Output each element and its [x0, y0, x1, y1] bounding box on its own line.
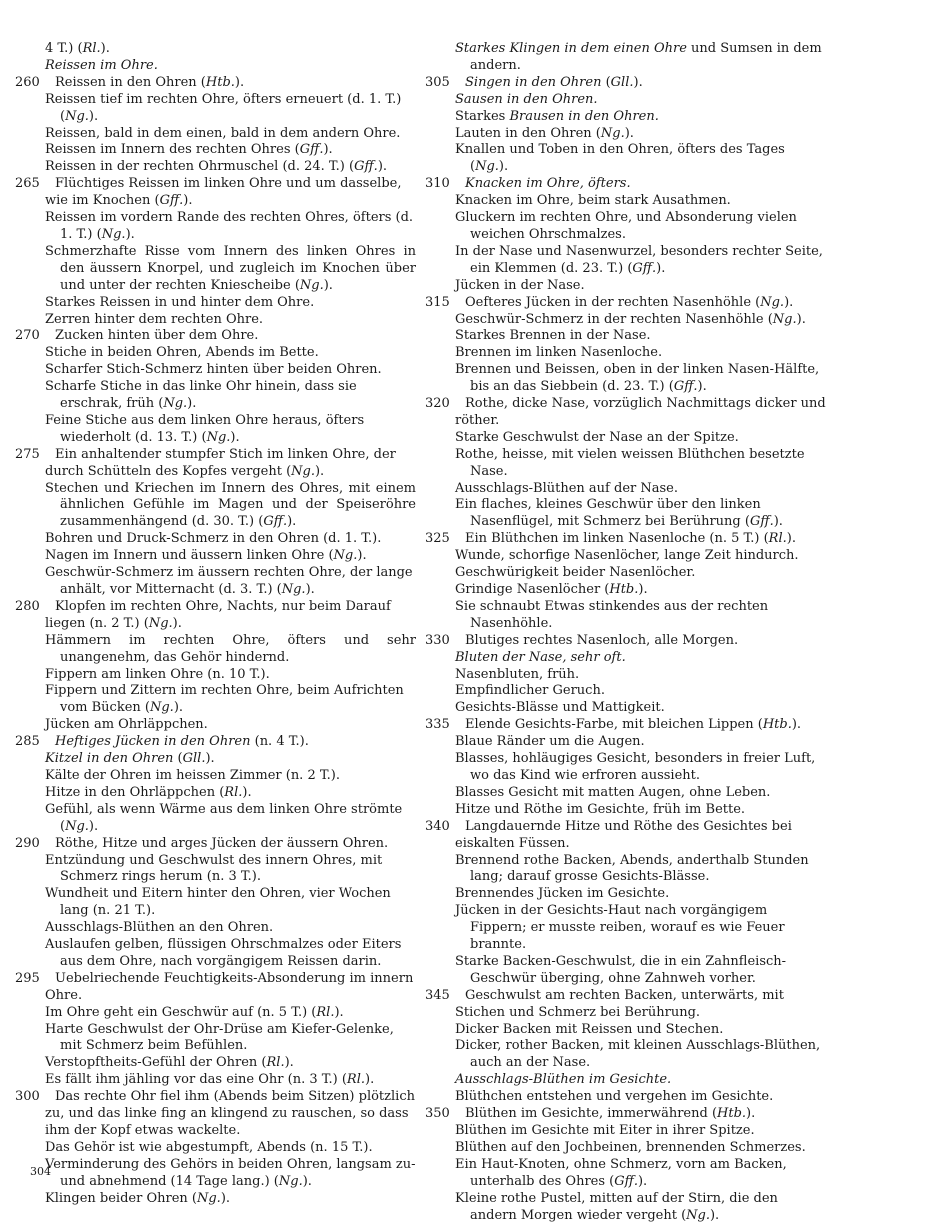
entry-number: 315 — [425, 294, 450, 310]
entry-text: Geschwür-Schmerz im äussern rechten Ohre, der lange anhält, vor Mitternacht (d. 3. T.) (Ng.). — [45, 565, 413, 597]
symptom-entry — [425, 717, 826, 734]
entry-text: Stiche in beiden Ohren, Abends im Bette. — [45, 345, 319, 361]
symptom-entry — [440, 1123, 826, 1140]
entry-text: Hitze in den Ohrläppchen (Rl.). — [45, 784, 252, 800]
entry-text: Grindige Nasenlöcher (Htb.). — [455, 582, 648, 597]
entry-text: Dicker Backen mit Reissen und Stechen. — [455, 1021, 724, 1037]
entry-text: Rothe, dicke Nase, vorzüglich Nachmittags dicker und röther. — [455, 396, 826, 428]
symptom-entry — [30, 802, 416, 836]
entry-text: Röthe, Hitze und arges Jücken der äussern Ohren. — [55, 835, 389, 851]
symptom-entry — [30, 362, 416, 379]
symptom-entry — [15, 74, 416, 92]
entry-number: 285 — [15, 734, 40, 750]
symptom-entry — [440, 210, 826, 244]
entry-text: Starke Backen-Geschwulst, die in ein Zahnfleisch-Geschwür überging, ohne Zahnweh vorher. — [455, 953, 787, 986]
symptom-entry — [440, 1140, 826, 1157]
entry-text: Reissen in der rechten Ohrmuschel (d. 24. T.) (Gff.). — [45, 159, 388, 175]
entry-text: Flüchtiges Reissen im linken Ohre und um dasselbe, wie im Knochen (Gff.). — [45, 176, 402, 209]
entry-number: 265 — [15, 176, 40, 192]
symptom-entry — [425, 294, 826, 312]
symptom-entry — [440, 683, 826, 700]
entry-text: Empfindlicher Geruch. — [455, 683, 605, 699]
entry-number: 350 — [425, 1106, 450, 1122]
entry-text: Stechen und Kriechen im Innern des Ohres, mit einem ähnlichen Gefühle im Magen und der Speiseröhre zusammenhängend (d. 30. T.) (Gff.). — [45, 480, 416, 530]
symptom-entry — [30, 683, 416, 717]
entry-text: Starkes Klingen in dem einen Ohre und Sumsen in dem andern. — [455, 41, 822, 73]
entry-text: Blutiges rechtes Nasenloch, alle Morgen. — [465, 632, 739, 648]
entry-text: Zerren hinter dem rechten Ohre. — [45, 311, 264, 327]
entry-text: Scharfe Stiche in das linke Ohr hinein, dass sie erschrak, früh (Ng.). — [45, 379, 357, 412]
symptom-entry — [30, 1005, 416, 1022]
entry-text: Geschwür-Schmerz in der rechten Nasenhöhle (Ng.). — [455, 311, 806, 327]
entry-text: Entzündung und Geschwulst des innern Ohres, mit Schmerz rings herum (n. 3 T.). — [45, 852, 383, 885]
symptom-entry — [30, 1191, 416, 1208]
entry-text: Ein Blüthchen im linken Nasenloche (n. 5 T.) (Rl.). — [465, 531, 796, 547]
entry-text: Hämmern im rechten Ohre, öfters und sehr unangenehm, das Gehör hindernd. — [45, 632, 416, 665]
symptom-entry — [440, 1191, 826, 1224]
entry-number: 300 — [15, 1089, 40, 1105]
symptom-entry — [30, 159, 416, 176]
symptom-entry — [30, 1022, 416, 1056]
symptom-entry — [15, 734, 416, 751]
entry-text: Blüthchen entstehen und vergehen im Gesichte. — [455, 1089, 774, 1105]
symptom-entry — [15, 1089, 416, 1140]
entry-text: Harte Geschwulst der Ohr-Drüse am Kiefer-Gelenke, mit Schmerz beim Befühlen. — [45, 1021, 394, 1054]
symptom-entry — [30, 1072, 416, 1089]
entry-text: Hitze und Röthe im Gesichte, früh im Bette. — [455, 801, 746, 817]
entry-number: 330 — [425, 632, 450, 648]
symptom-entry — [440, 362, 826, 396]
entry-text: Starke Geschwulst der Nase an der Spitze. — [455, 429, 739, 445]
symptom-entry — [15, 446, 416, 481]
symptom-entry — [30, 667, 416, 684]
entry-text: Brennen und Beissen, oben in der linken Nasen-Hälfte, bis an das Siebbein (d. 23. T.) (Gff.). — [455, 362, 820, 395]
entry-text: Ein flaches, kleines Geschwür über den linken Nasenflügel, mit Schmerz bei Berührung (Gff.). — [455, 497, 783, 530]
symptom-entry — [440, 142, 826, 176]
symptom-entry — [30, 531, 416, 548]
entry-text: Ausschlags-Blüthen an den Ohren. — [45, 920, 274, 936]
entry-number: 280 — [15, 598, 40, 614]
entry-text: Im Ohre geht ein Geschwür auf (n. 5 T.) (Rl.). — [45, 1004, 344, 1020]
entry-text: Auslaufen gelben, flüssigen Ohrschmalzes oder Eiters aus dem Ohre, nach vorgängigem Reissen darin. — [45, 937, 402, 969]
entry-text: Geschwulst am rechten Backen, unterwärts, mit Stichen und Schmerz bei Berührung. — [455, 987, 784, 1020]
symptom-entry — [425, 176, 826, 193]
entry-text: Langdauernde Hitze und Röthe des Gesichtes bei eiskalten Füssen. — [455, 818, 792, 851]
entry-text: Blüthen auf den Jochbeinen, brennenden Schmerzes. — [455, 1139, 806, 1155]
entry-text: Das rechte Ohr fiel ihm (Abends beim Sitzen) plötzlich zu, und das linke fing an klingend zu rauschen, so dass ihm der Kopf etwas wackelte. — [45, 1089, 415, 1138]
symptom-entry — [440, 548, 826, 565]
entry-text: Gluckern im rechten Ohre, und Absonderung vielen weichen Ohrschmalzes. — [455, 210, 797, 242]
entry-text: Sie schnaubt Etwas stinkendes aus der rechten Nasenhöhle. — [455, 598, 769, 631]
entry-text: Feine Stiche aus dem linken Ohre heraus, öfters wiederholt (d. 13. T.) (Ng.). — [45, 412, 365, 445]
entry-text: Fippern und Zittern im rechten Ohre, beim Aufrichten vom Bücken (Ng.). — [45, 683, 404, 716]
entry-text: Wundheit und Eitern hinter den Ohren, vier Wochen lang (n. 21 T.). — [45, 886, 391, 919]
symptom-entry — [440, 497, 826, 531]
entry-text: Gefühl, als wenn Wärme aus dem linken Ohre strömte (Ng.). — [45, 801, 403, 834]
symptom-entry — [30, 379, 416, 413]
symptom-entry — [440, 667, 826, 684]
symptom-entry — [30, 886, 416, 920]
entry-text: Reissen im Ohre. — [45, 57, 158, 73]
entry-text: Oefteres Jücken in der rechten Nasenhöhle (Ng.). — [465, 294, 794, 310]
entry-text: Blüthen im Gesichte mit Eiter in ihrer Spitze. — [455, 1123, 755, 1138]
symptom-entry — [425, 531, 826, 548]
symptom-entry — [440, 41, 826, 75]
symptom-entry — [440, 802, 826, 819]
entry-text: Blüthen im Gesichte, immerwährend (Htb.). — [465, 1106, 756, 1122]
entry-text: Ein Haut-Knoten, ohne Schmerz, vorn am Backen, unterhalb des Ohres (Gff.). — [455, 1156, 787, 1189]
entry-text: Singen in den Ohren (Gll.). — [465, 74, 643, 90]
symptom-entry — [440, 650, 826, 667]
entry-text: Verminderung des Gehörs in beiden Ohren, langsam zu- und abnehmend (14 Tage lang.) (Ng.). — [45, 1156, 416, 1189]
entry-text: Kleine rothe Pustel, mitten auf der Stirn, die den andern Morgen wieder vergeht (Ng.). — [455, 1190, 778, 1223]
symptom-entry — [440, 903, 826, 954]
symptom-entry — [30, 548, 416, 565]
symptom-entry — [30, 920, 416, 937]
symptom-entry — [440, 700, 826, 717]
symptom-entry — [30, 58, 416, 75]
left-column — [15, 41, 416, 1208]
entry-text: Schmerzhafte Risse vom Innern des linken Ohres in den äussern Knorpel, und zugleich im Knochen über und unter der rechten Kniescheibe (Ng.). — [45, 243, 416, 293]
symptom-entry — [30, 312, 416, 329]
symptom-entry — [440, 126, 826, 143]
entry-number: 345 — [425, 987, 450, 1003]
entry-text: Blasses Gesicht mit matten Augen, ohne Leben. — [455, 784, 771, 800]
symptom-entry — [15, 835, 416, 853]
symptom-entry — [30, 785, 416, 802]
symptom-entry — [440, 1089, 826, 1106]
entry-text: Das Gehör ist wie abgestumpft, Abends (n. 15 T.). — [45, 1139, 373, 1155]
symptom-entry — [440, 278, 826, 295]
entry-text: Blasses, hohläugiges Gesicht, besonders in freier Luft, wo das Kind wie erfroren aussieht. — [455, 751, 816, 783]
symptom-entry — [425, 1106, 826, 1123]
entry-text: Geschwürigkeit beider Nasenlöcher. — [455, 565, 696, 581]
symptom-entry — [15, 328, 416, 345]
entry-text: Brennend rothe Backen, Abends, anderthalb Stunden lang; darauf grosse Gesichts-Blässe. — [455, 852, 809, 885]
symptom-entry — [440, 785, 826, 802]
entry-number: 305 — [425, 74, 450, 90]
entry-text: Reissen in den Ohren (Htb.). — [55, 74, 245, 90]
symptom-entry — [425, 396, 826, 430]
entry-text: Knacken im Ohre, beim stark Ausathmen. — [455, 193, 731, 209]
entry-text: Uebelriechende Feuchtigkeits-Absonderung im innern Ohre. — [45, 970, 414, 1003]
symptom-entry — [440, 886, 826, 903]
symptom-entry — [440, 853, 826, 887]
entry-number: 325 — [425, 531, 450, 547]
page-number: 304 — [30, 1165, 51, 1178]
symptom-entry — [440, 193, 826, 210]
entry-text: Kitzel in den Ohren (Gll.). — [45, 751, 215, 767]
entry-number: 260 — [15, 74, 40, 90]
entry-number: 290 — [15, 835, 40, 851]
symptom-entry — [440, 734, 826, 751]
symptom-entry — [440, 582, 826, 599]
symptom-entry — [440, 1022, 826, 1039]
entry-text: Nagen im Innern und äussern linken Ohre (Ng.). — [45, 548, 367, 564]
symptom-entry — [440, 1157, 826, 1191]
symptom-entry — [440, 565, 826, 582]
symptom-entry — [440, 1072, 826, 1089]
entry-text: Reissen im Innern des rechten Ohres (Gff.). — [45, 142, 333, 158]
entry-text: Reissen im vordern Rande des rechten Ohres, öfters (d. 1. T.) (Ng.). — [45, 210, 414, 242]
entry-text: Bohren und Druck-Schmerz in den Ohren (d. 1. T.). — [45, 531, 382, 547]
symptom-entry — [440, 92, 826, 109]
symptom-entry — [30, 142, 416, 159]
symptom-entry — [440, 345, 826, 362]
entry-number: 295 — [15, 970, 40, 986]
symptom-entry — [440, 312, 826, 329]
entry-text: Knacken im Ohre, öfters. — [465, 176, 631, 192]
symptom-entry — [425, 818, 826, 853]
entry-text: Starkes Brausen in den Ohren. — [455, 108, 659, 124]
symptom-entry — [30, 853, 416, 887]
symptom-entry — [30, 92, 416, 126]
symptom-entry — [425, 74, 826, 92]
entry-number: 310 — [425, 176, 450, 192]
entry-text: Nasenbluten, früh. — [455, 666, 580, 682]
entry-text: Fippern am linken Ohre (n. 10 T.). — [45, 666, 270, 682]
entry-text: Ausschlags-Blüthen im Gesichte. — [455, 1072, 672, 1088]
symptom-entry — [30, 1157, 416, 1191]
symptom-entry — [30, 295, 416, 312]
symptom-entry — [30, 1140, 416, 1157]
entry-text: Klopfen im rechten Ohre, Nachts, nur beim Darauf liegen (n. 2 T.) (Ng.). — [45, 598, 391, 631]
entry-text: Starkes Reissen in und hinter dem Ohre. — [45, 294, 315, 310]
entry-text: In der Nase und Nasenwurzel, besonders rechter Seite, ein Klemmen (d. 23. T.) (Gff.). — [455, 243, 823, 276]
symptom-entry — [440, 481, 826, 498]
entry-text: Reissen tief im rechten Ohre, öfters erneuert (d. 1. T.) (Ng.). — [45, 91, 402, 124]
entry-number: 320 — [425, 396, 450, 412]
entry-text: Rothe, heisse, mit vielen weissen Blüthchen besetzte Nase. — [455, 446, 805, 479]
entry-text: Reissen, bald in dem einen, bald in dem andern Ohre. — [45, 125, 401, 141]
entry-text: Wunde, schorfige Nasenlöcher, lange Zeit hindurch. — [455, 548, 799, 564]
symptom-entry — [30, 768, 416, 785]
entry-text: Blaue Ränder um die Augen. — [455, 734, 645, 750]
entry-number: 275 — [15, 446, 40, 462]
symptom-entry — [440, 447, 826, 481]
entry-text: Ausschlags-Blüthen auf der Nase. — [455, 480, 678, 496]
entry-text: Scharfer Stich-Schmerz hinten über beiden Ohren. — [45, 362, 382, 378]
symptom-entry — [15, 176, 416, 210]
entry-text: Jücken in der Nase. — [455, 277, 585, 293]
symptom-entry — [15, 970, 416, 1005]
symptom-entry — [30, 937, 416, 971]
symptom-entry — [30, 210, 416, 244]
symptom-entry — [440, 1038, 826, 1072]
symptom-entry — [30, 413, 416, 447]
symptom-entry — [30, 1055, 416, 1072]
entry-text: Jücken am Ohrläppchen. — [45, 717, 208, 733]
symptom-entry — [30, 633, 416, 667]
symptom-entry — [30, 717, 416, 734]
symptom-entry — [440, 430, 826, 447]
entry-text: Es fällt ihm jähling vor das eine Ohr (n. 3 T.) (Rl.). — [45, 1072, 375, 1088]
entry-text: 4 T.) (Rl.). — [45, 41, 110, 56]
symptom-entry — [30, 345, 416, 362]
symptom-entry — [30, 41, 416, 58]
entry-text: Kälte der Ohren im heissen Zimmer (n. 2 T.). — [45, 767, 340, 783]
symptom-entry — [30, 751, 416, 768]
entry-text: Brennendes Jücken im Gesichte. — [455, 886, 670, 902]
symptom-entry — [440, 244, 826, 278]
entry-text: Knallen und Toben in den Ohren, öfters des Tages (Ng.). — [455, 142, 785, 175]
entry-text: Jücken in der Gesichts-Haut nach vorgängigem Fippern; er musste reiben, worauf es wie Feuer brannte. — [455, 903, 785, 953]
entry-text: Lauten in den Ohren (Ng.). — [455, 125, 634, 141]
entry-text: Verstopftheits-Gefühl der Ohren (Rl.). — [45, 1055, 294, 1071]
entry-text: Zucken hinten über dem Ohre. — [55, 328, 259, 344]
entry-text: Sausen in den Ohren. — [455, 91, 598, 107]
entry-text: Starkes Brennen in der Nase. — [455, 328, 651, 344]
entry-text: Bluten der Nase, sehr oft. — [455, 649, 626, 665]
entry-text: Heftiges Jücken in den Ohren (n. 4 T.). — [55, 734, 309, 750]
symptom-entry — [30, 481, 416, 532]
entry-number: 335 — [425, 717, 450, 733]
symptom-entry — [440, 954, 826, 988]
entry-number: 270 — [15, 328, 40, 344]
symptom-entry — [440, 751, 826, 785]
entry-text: Ein anhaltender stumpfer Stich im linken Ohre, der durch Schütteln des Kopfes vergeht (Ng.). — [45, 446, 396, 479]
entry-text: Elende Gesichts-Farbe, mit bleichen Lippen (Htb.). — [465, 717, 802, 733]
entry-number: 340 — [425, 818, 450, 834]
entry-text: Dicker, rother Backen, mit kleinen Ausschlags-Blüthen, auch an der Nase. — [455, 1038, 821, 1071]
entry-text: Klingen beider Ohren (Ng.). — [45, 1190, 231, 1206]
symptom-entry — [15, 598, 416, 633]
entry-text: Gesichts-Blässe und Mattigkeit. — [455, 700, 665, 716]
symptom-entry — [30, 565, 416, 599]
entry-text: Brennen im linken Nasenloche. — [455, 345, 663, 361]
symptom-entry — [425, 987, 826, 1022]
symptom-entry — [440, 328, 826, 345]
symptom-entry — [440, 109, 826, 126]
symptom-entry — [30, 244, 416, 295]
symptom-entry — [440, 599, 826, 633]
symptom-entry — [30, 126, 416, 143]
right-column — [425, 41, 826, 1224]
symptom-entry — [425, 632, 826, 650]
